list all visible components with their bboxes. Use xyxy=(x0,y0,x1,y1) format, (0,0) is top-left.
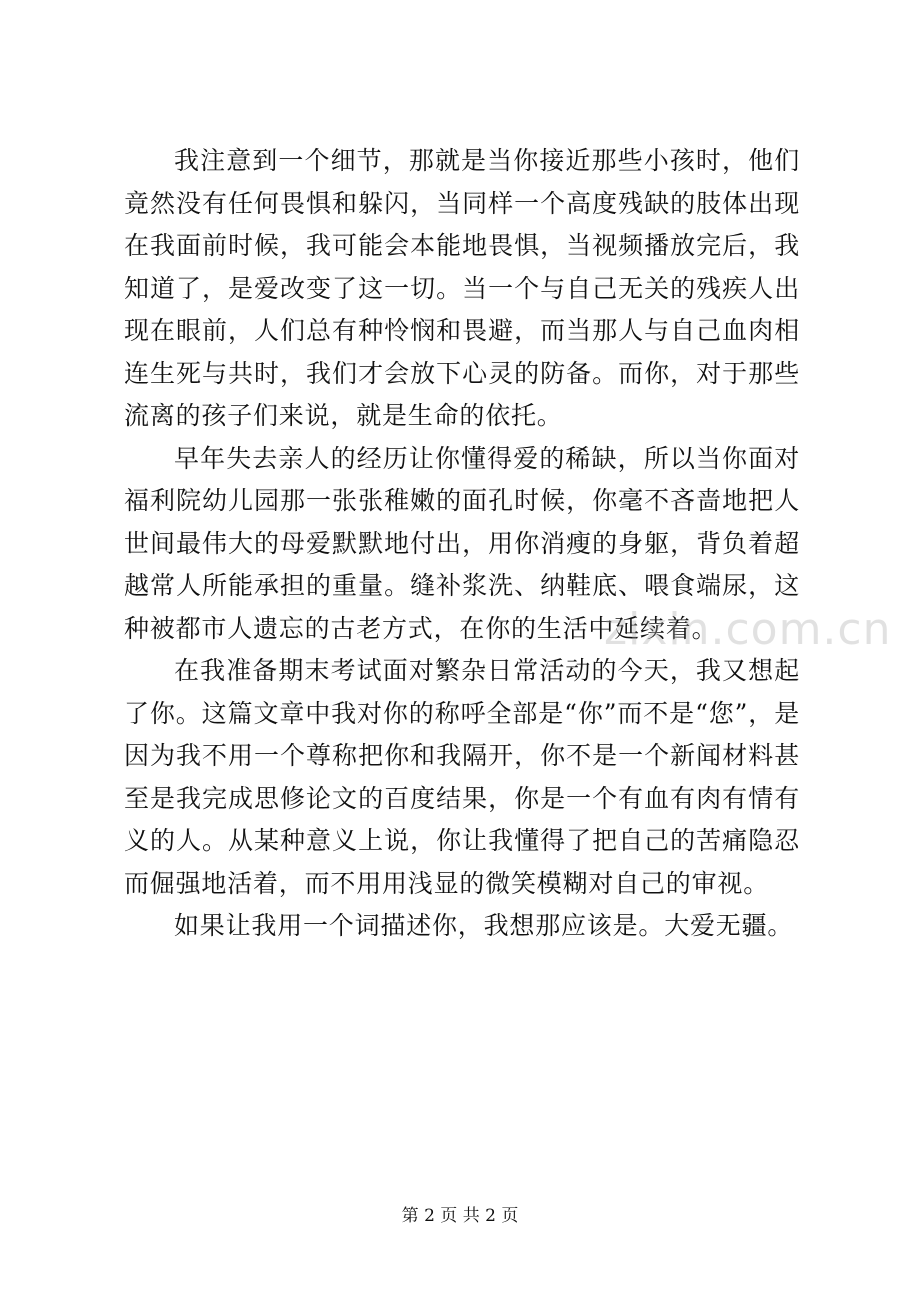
paragraph-1: 我注意到一个细节，那就是当你接近那些小孩时，他们竟然没有任何畏惧和躲闪，当同样一个高度残缺的肢体出现在我面前时候，我可能会本能地畏惧，当视频播放完后，我知道了，是爱改变了这一切。当一个与自己无关的残疾人出现在眼前，人们总有种怜悯和畏避，而当那人与自己血肉相连生死与共时，我们才会放下心灵的防备。而你，对于那些流离的孩子们来说，就是生命的依托。 xyxy=(124,146,800,430)
document-body xyxy=(124,140,800,948)
paragraph-4: 如果让我用一个词描述你，我想那应该是。大爱无疆。 xyxy=(174,911,794,940)
watermark: zixin.com.cn xyxy=(604,604,892,655)
page-footer: 第 2 页 共 2 页 xyxy=(401,1206,519,1226)
paragraph-2: 早年失去亲人的经历让你懂得爱的稀缺，所以当你面对福利院幼儿园那一张张稚嫩的面孔时候，你毫不吝啬地把人世间最伟大的母爱默默地付出，用你消瘦的身躯，背负着超越常人所能承担的重量。缝补浆洗、纳鞋底、喂食端尿，这种被都市人遗忘的古老方式，在你的生活中延续着。 xyxy=(124,443,800,643)
paragraph-3: 在我准备期末考试面对繁杂日常活动的今天，我又想起了你。这篇文章中我对你的称呼全部是“你”而不是“您”，是因为我不用一个尊称把你和我隔开，你不是一个新闻材料甚至是我完成思修论文的百度结果，你是一个有血有肉有情有义的人。从某种意义上说，你让我懂得了把自己的苦痛隐忍而倔强地活着，而不用用浅显的微笑模糊对自己的审视。 xyxy=(124,656,800,898)
